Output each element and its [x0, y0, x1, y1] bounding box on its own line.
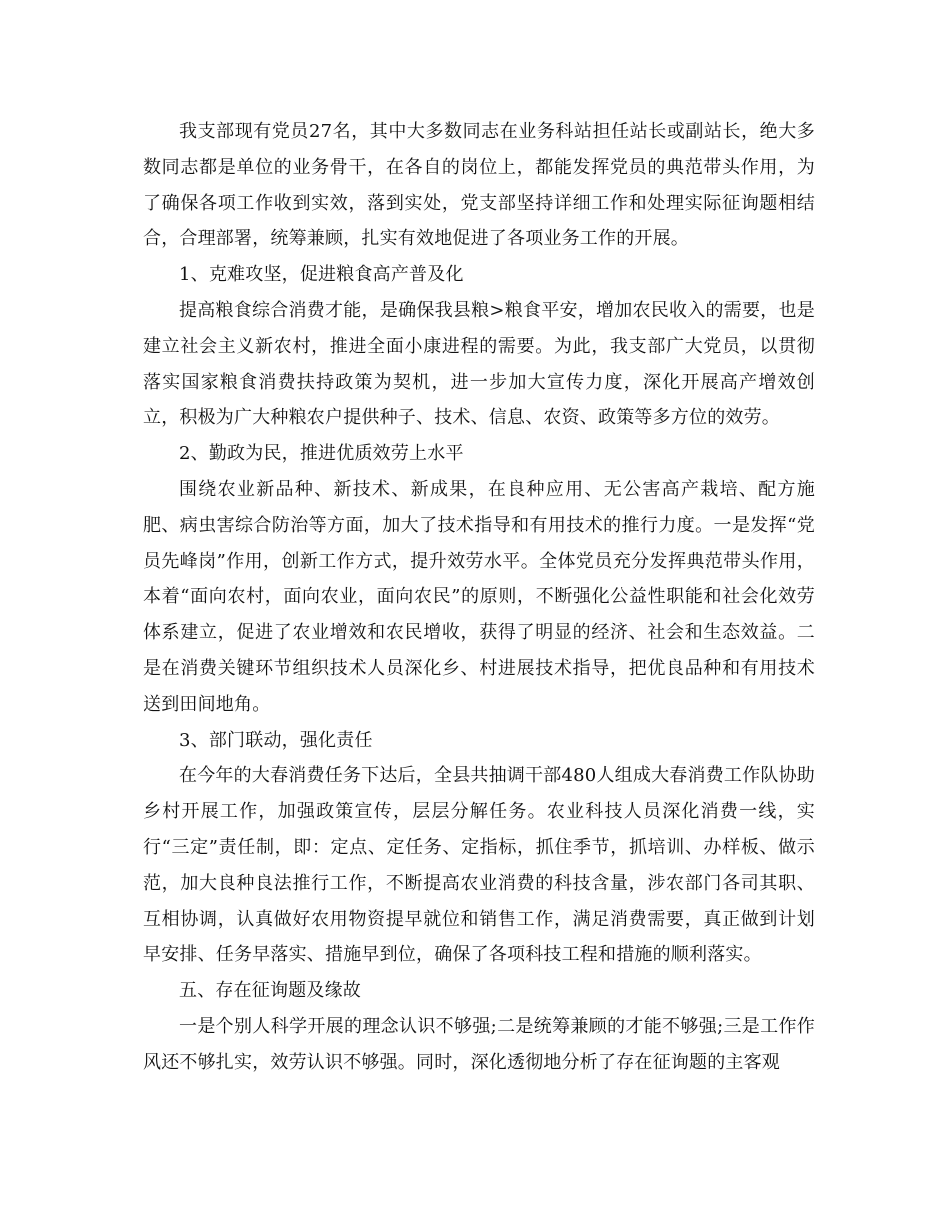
section-1-paragraph: 提高粮食综合消费才能，是确保我县粮>粮食平安，增加农民收入的需要，也是建立社会主义新农村，推进全面小康进程的需要。为此，我支部广大党员，以贯彻落实国家粮食消费扶持政策为契机，进一步加大宣传力度，深化开展高产增效创立，积极为广大种粮农户提供种子、技术、信息、农资、政策等多方位的效劳。 — [143, 299, 815, 429]
section-heading-2: 2、勤政为民，推进优质效劳上水平 — [179, 443, 464, 465]
section-3-paragraph: 在今年的大春消费任务下达后，全县共抽调干部480人组成大春消费工作队协助乡村开展工作，加强政策宣传，层层分解任务。农业科技人员深化消费一线，实行“三定”责任制，即：定点、定任务、定指标，抓住季节，抓培训、办样板、做示范，加大良种良法推行工作，不断提高农业消费的科技含量，涉农部门各司其职、互相协调，认真做好农用物资提早就位和销售工作，满足消费需要，真正做到计划早安排、任务早落实、措施早到位，确保了各项科技工程和措施的顺利落实。 — [143, 765, 815, 966]
intro-paragraph: 我支部现有党员27名，其中大多数同志在业务科站担任站长或副站长，绝大多数同志都是单位的业务骨干，在各自的岗位上，都能发挥党员的典范带头作用，为了确保各项工作收到实效，落到实处，党支部坚持详细工作和处理实际征询题相结合，合理部署，统筹兼顾，扎实有效地促进了各项业务工作的开展。 — [143, 121, 815, 250]
section-heading-1: 1、克难攻坚，促进粮食高产普及化 — [179, 264, 464, 286]
document-body — [143, 114, 815, 1081]
section-5-paragraph: 一是个别人科学开展的理念认识不够强;二是统筹兼顾的才能不够强;三是工作作风还不够扎实，效劳认识不够强。同时，深化透彻地分析了存在征询题的主客观 — [143, 1015, 815, 1073]
section-heading-3: 3、部门联动，强化责任 — [179, 729, 373, 751]
section-heading-5: 五、存在征询题及缘故 — [179, 980, 361, 1002]
section-2-paragraph: 围绕农业新品种、新技术、新成果，在良种应用、无公害高产栽培、配方施肥、病虫害综合防治等方面，加大了技术指导和有用技术的推行力度。一是发挥“党员先峰岗”作用，创新工作方式，提升效劳水平。全体党员充分发挥典范带头作用，本着“面向农村，面向农业，面向农民”的原则，不断强化公益性职能和社会化效劳体系建立，促进了农业增效和农民增收，获得了明显的经济、社会和生态效益。二是在消费关键环节组织技术人员深化乡、村进展技术指导，把优良品种和有用技术送到田间地角。 — [143, 478, 815, 715]
